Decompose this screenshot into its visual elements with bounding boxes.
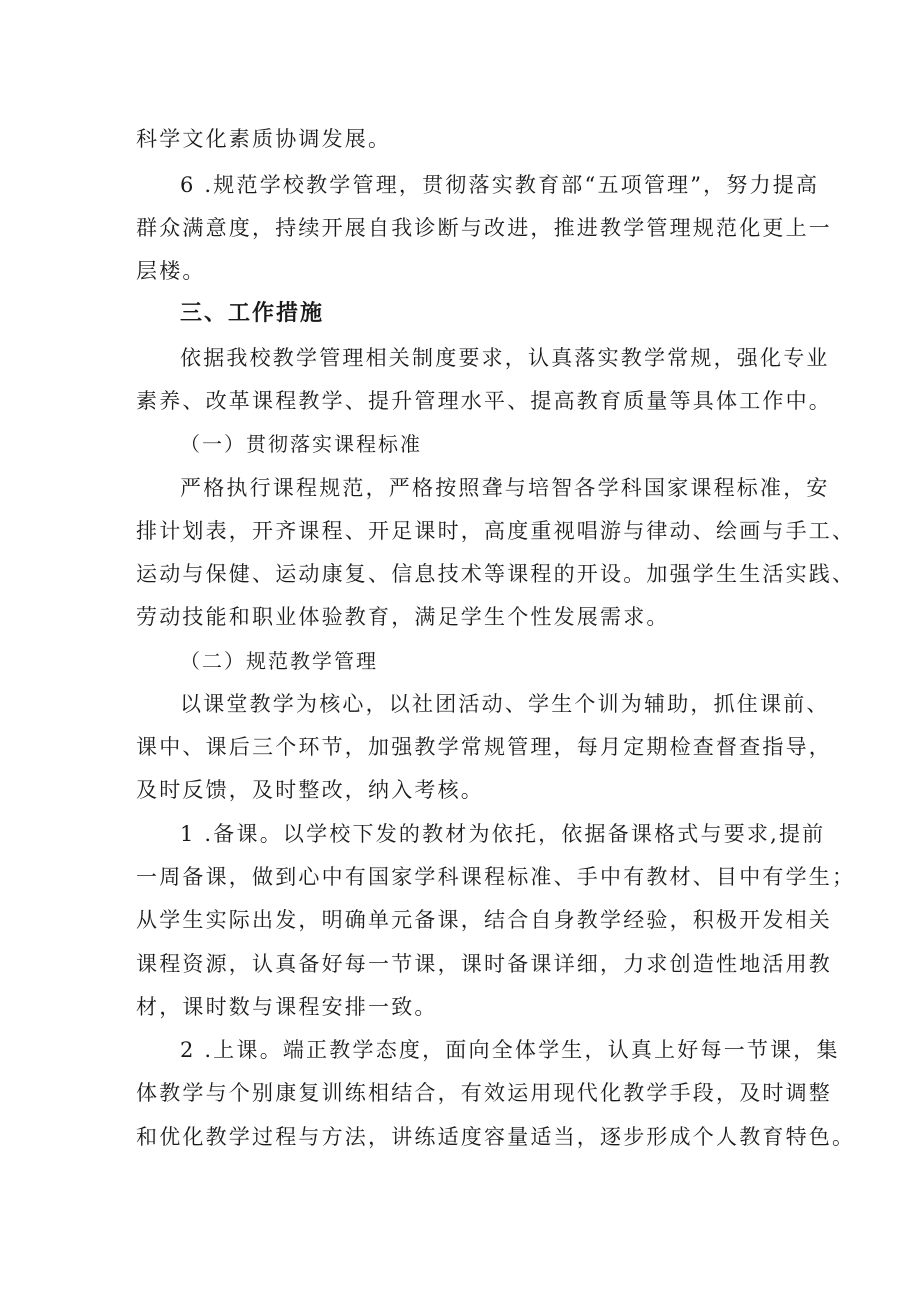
text-line: 严格执行课程规范，严格按照聋与培智各学科国家课程标准，安 (180, 476, 830, 500)
text-line: 材，课时数与课程安排一致。 (136, 995, 438, 1019)
text-line: 劳动技能和职业体验教育，满足学生个性发展需求。 (136, 605, 670, 629)
text-line: 2 .上课。端正教学态度，面向全体学生，认真上好每一节课，集 (180, 1038, 840, 1062)
text-line: 素养、改革课程教学、提升管理水平、提高教育质量等具体工作中。 (136, 389, 832, 413)
text-line: 及时反馈，及时整改，纳入考核。 (136, 778, 484, 802)
text-line: 课中、课后三个环节，加强教学常规管理，每月定期检查督查指导， (136, 735, 832, 759)
text-line: 从学生实际出发，明确单元备课，结合自身教学经验，积极开发相关 (136, 908, 832, 932)
text-line: 运动与保健、运动康复、信息技术等课程的开设。加强学生生活实践、 (136, 562, 856, 586)
section-heading: 三、工作措施 (180, 301, 325, 326)
subsection-heading: （一）贯彻落实课程标准 (180, 432, 422, 456)
text-line: 排计划表，开齐课程、开足课时，高度重视唱游与律动、绘画与手工、 (136, 519, 856, 543)
subsection-heading: （二）规范教学管理 (180, 649, 378, 673)
text-line: 层楼。 (136, 259, 206, 283)
text-line: 6 .规范学校教学管理，贯彻落实教育部“五项管理”，努力提高 (180, 173, 820, 197)
text-line: 依据我校教学管理相关制度要求，认真落实教学常规，强化专业 (180, 346, 830, 370)
text-line: 群众满意度，持续开展自我诊断与改进，推进教学管理规范化更上一 (136, 216, 832, 240)
text-line: 体教学与个别康复训练相结合，有效运用现代化教学手段，及时调整 (136, 1081, 832, 1105)
text-line: 和优化教学过程与方法，讲练适度容量适当，逐步形成个人教育特色。 (136, 1125, 856, 1149)
text-line: 以课堂教学为核心，以社团活动、学生个训为辅助，抓住课前、 (180, 692, 830, 716)
text-line: 课程资源，认真备好每一节课，课时备课详细，力求创造性地活用教 (136, 952, 832, 976)
text-line: 一周备课，做到心中有国家学科课程标准、手中有教材、目中有学生； (136, 865, 856, 889)
text-line: 1 .备课。以学校下发的教材为依托，依据备课格式与要求,提前 (180, 822, 826, 846)
text-line: 科学文化素质协调发展。 (136, 127, 392, 151)
